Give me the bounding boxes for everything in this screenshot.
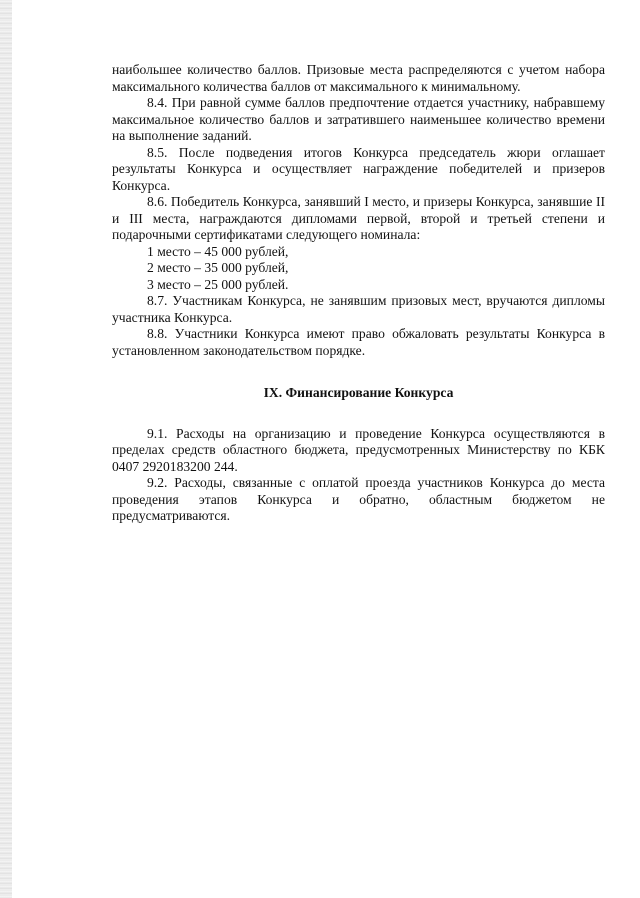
paragraph-8-6: 8.6. Победитель Конкурса, занявший I место, и призеры Конкурса, занявшие II и III места, награждаются дипломами первой, второй и третьей степени и подарочными сертификатами следующего номинала: <box>112 194 605 242</box>
paragraph-9-1: 9.1. Расходы на организацию и проведение Конкурса осуществляются в пределах средств областного бюджета, предусмотренных Министерству по КБК 0407 2920183200 244. <box>112 425 605 474</box>
section-heading: IX. Финансирование Конкурса <box>263 385 454 400</box>
paragraph-9-2: 9.2. Расходы, связанные с оплатой проезда участников Конкурса до места проведения этапов Конкурса и обратно, областным бюджетом не предусматриваются. <box>112 475 605 523</box>
prize-second-place: 2 место – 35 000 рублей, <box>147 260 289 275</box>
document-page <box>112 62 605 525</box>
prize-first-place: 1 место – 45 000 рублей, <box>147 243 289 259</box>
paragraph-8-8: 8.8. Участники Конкурса имеют право обжаловать результаты Конкурса в установленном законодательством порядке. <box>112 326 605 358</box>
paragraph-8-7: 8.7. Участникам Конкурса, не занявшим призовых мест, вручаются дипломы участника Конкурса. <box>112 293 605 325</box>
prize-third-place: 3 место – 25 000 рублей. <box>147 276 289 292</box>
paragraph-8-3-continued: наибольшее количество баллов. Призовые места распределяются с учетом набора максимального количества баллов от максимального к минимальному. <box>112 62 605 94</box>
paragraph-8-5: 8.5. После подведения итогов Конкурса председатель жюри оглашает результаты Конкурса и осуществляет награждение победителей и призеров Конкурса. <box>112 144 605 193</box>
paragraph-8-4: 8.4. При равной сумме баллов предпочтение отдается участнику, набравшему максимальное количество баллов и затратившего наименьшее количество времени на выполнение заданий. <box>112 95 605 143</box>
scan-edge <box>0 0 12 898</box>
